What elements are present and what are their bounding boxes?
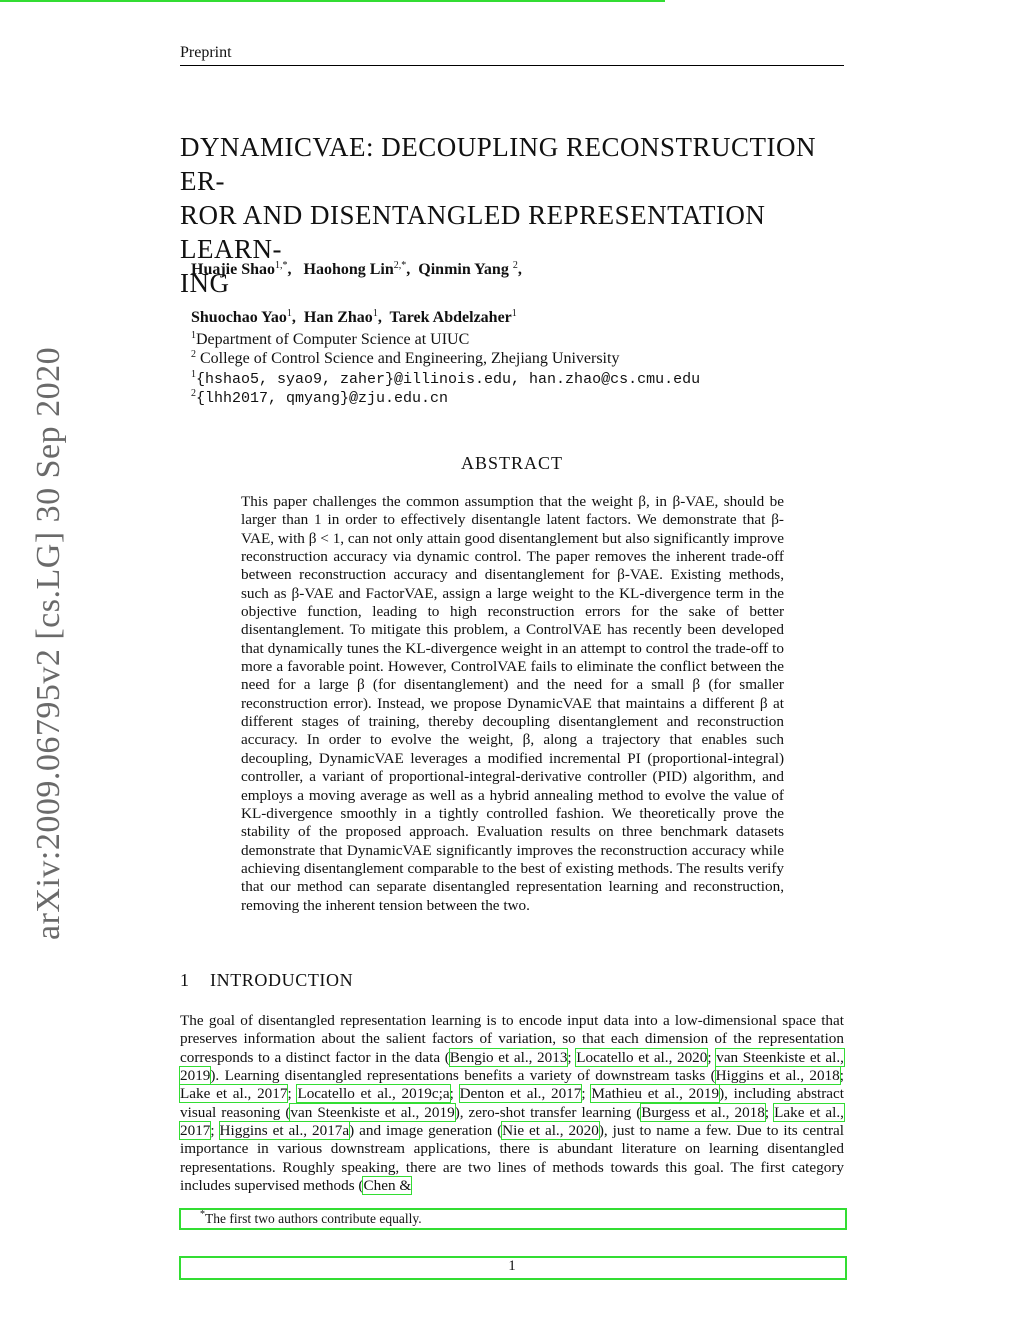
abstract-heading bbox=[0, 453, 1024, 474]
author-line-2: Shuochao Yao$^1$, Han Zhao$^1$, Tarek Abdelzaher$^1$ bbox=[191, 308, 517, 326]
author-line-1: Huajie Shao$^{1,*}$, Haohong Lin$^{2,*}$, Qinmin Yang $^2$, bbox=[191, 260, 522, 278]
citation-link[interactable]: Denton et al., 2017 bbox=[459, 1085, 582, 1103]
footnote-mark: * bbox=[200, 1209, 205, 1220]
introduction-paragraph bbox=[180, 1012, 844, 1195]
citation-link[interactable]: Lake et al., 2017 bbox=[180, 1085, 288, 1103]
citation-separator: ; bbox=[287, 1085, 298, 1103]
author-name: Shuochao Yao bbox=[191, 309, 287, 326]
author-affil-mark: 1,* bbox=[275, 260, 288, 271]
email-text[interactable]: {lhh2017, qmyang}@zju.edu.cn bbox=[196, 390, 449, 407]
citation-link[interactable]: Higgins et al., 2018 bbox=[715, 1067, 840, 1085]
citation-separator: ; bbox=[764, 1103, 775, 1121]
citation-link[interactable]: Locatello et al., 2019c;a bbox=[297, 1085, 450, 1103]
intro-text-run: ), including abstract visual reasoning ( bbox=[180, 1085, 844, 1121]
top-link-highlight bbox=[0, 0, 665, 2]
affiliation-2 bbox=[191, 346, 619, 368]
citation-separator: ; bbox=[210, 1122, 220, 1140]
intro-text-run: ). Learning disentangled representations benefits a variety of downstream tasks ( bbox=[210, 1067, 716, 1085]
intro-text-run: ), zero-shot transfer learning ( bbox=[454, 1103, 642, 1121]
intro-text-run: The goal of disentangled representation learning is to encode input data into a low-dimensional space that preserves information about the salient factors of variation, so that each dimension of the representation corresponds to a distinct factor in the data ( bbox=[180, 1012, 844, 1066]
affil-mark: 2 bbox=[191, 388, 196, 399]
abstract-body bbox=[241, 493, 784, 915]
author-affil-mark: 2,* bbox=[393, 260, 407, 271]
citation-separator: ; bbox=[707, 1048, 717, 1066]
footnote bbox=[200, 1209, 422, 1227]
citation-separator: ; bbox=[567, 1048, 577, 1066]
footnote-text: The first two authors contribute equally. bbox=[205, 1211, 422, 1226]
author-affil-mark: 1 bbox=[372, 308, 378, 319]
citation-link[interactable]: Higgins et al., 2017a bbox=[219, 1122, 350, 1140]
intro-text bbox=[180, 1012, 844, 1195]
citation-link[interactable]: Burgess et al., 2018 bbox=[641, 1103, 765, 1121]
author-name: Han Zhao bbox=[303, 309, 373, 326]
section-number: 1 bbox=[180, 970, 190, 990]
section-heading-introduction bbox=[180, 970, 353, 991]
citation-link[interactable]: van Steenkiste et al., 2019 bbox=[180, 1048, 844, 1085]
affil-text: Department of Computer Science at UIUC bbox=[196, 331, 470, 348]
author-affil-mark: 2 bbox=[512, 260, 518, 271]
arxiv-side-stamp: arXiv:2009.06795v2 [cs.LG] 30 Sep 2020 bbox=[30, 346, 67, 940]
title-line-3: ING bbox=[180, 268, 230, 298]
affil-mark: 1 bbox=[191, 369, 196, 380]
title-line-2: ROR AND DISENTANGLED REPRESENTATION LEARN- bbox=[180, 200, 766, 264]
author-name: Huajie Shao bbox=[191, 261, 276, 278]
header-rule bbox=[180, 65, 844, 66]
citation-link[interactable]: van Steenkiste et al., 2019 bbox=[290, 1103, 455, 1121]
author-name: Haohong Lin bbox=[303, 261, 394, 278]
intro-text-run: ), just to name a few. Due to its central importance in various downstream applications, there is abundant literature on learning disentangled representations. Roughly speaking, there are two lines of methods towards this goal. The first category includes supervised methods ( bbox=[180, 1122, 844, 1195]
citation-link[interactable]: Mathieu et al., 2019 bbox=[591, 1085, 720, 1103]
affil-mark: 1 bbox=[191, 330, 196, 341]
author-name: Qinmin Yang bbox=[418, 261, 509, 278]
citation-link[interactable]: Lake et al., 2017 bbox=[180, 1103, 844, 1140]
affil-text: College of Control Science and Engineering, Zhejiang University bbox=[200, 350, 620, 367]
title-line-1: DYNAMICVAE: DECOUPLING RECONSTRUCTION ER- bbox=[180, 132, 817, 196]
citation-link[interactable]: Nie et al., 2020 bbox=[502, 1122, 599, 1140]
email-line-2[interactable] bbox=[191, 385, 448, 408]
citation-link[interactable]: Locatello et al., 2020 bbox=[576, 1048, 708, 1066]
affil-mark: 2 bbox=[191, 349, 196, 360]
citation-separator: ; bbox=[581, 1085, 592, 1103]
citation-separator: ; bbox=[839, 1067, 844, 1085]
email-text[interactable]: {hshao5, syao9, zaher}@illinois.edu, han.zhao@cs.cmu.edu bbox=[196, 371, 701, 388]
abstract-paragraph: This paper challenges the common assumption that the weight β, in β-VAE, should be larger than 1 in order to effectively disentangle latent factors. We demonstrate that β-VAE, with β < 1, can not only attain good disentanglement but also significantly improve reconstruction accuracy via dynamic control. The paper removes the inherent trade-off between reconstruction accuracy and disentanglement for β-VAE. Existing methods, such as β-VAE and FactorVAE, assign a large weight to the KL-divergence term in the objective function, leading to high reconstruction errors for the sake of better disentanglement. To mitigate this problem, a ControlVAE has recently been developed that dynamically tunes the KL-divergence weight in an attempt to control the trade-off to more a favorable point. However, ControlVAE fails to eliminate the conflict between the need for a large β (for disentanglement) and the need for a small β (for smaller reconstruction error). Instead, we propose DynamicVAE that maintains a different β at different stages of training, thereby decoupling disentanglement and reconstruction accuracy. In order to evolve the weight, β, along a trajectory that enables such decoupling, DynamicVAE leverages a modified incremental PI (proportional-integral) controller, a variant of proportional-integral-derivative controller (PID) algorithm, and employs a moving average as well as a hybrid annealing method to evolve the value of KL-divergence smoothly in a tightly controlled fashion. We theoretically prove the stability of the proposed approach. Evaluation results on three benchmark datasets demonstrate that DynamicVAE significantly improves the reconstruction accuracy while achieving disentanglement comparable to the best of existing methods. The results verify that our method can separate disentangled representation learning and reconstruction, removing the inherent tension between the two. bbox=[241, 493, 784, 914]
citation-separator: ; bbox=[449, 1085, 460, 1103]
intro-text-run: ) and image generation ( bbox=[349, 1122, 503, 1140]
author-name: Tarek Abdelzaher bbox=[389, 309, 512, 326]
section-title: INTRODUCTION bbox=[210, 970, 354, 990]
running-header: Preprint bbox=[180, 44, 232, 61]
abstract-heading-text: ABSTRACT bbox=[460, 453, 564, 473]
citation-link[interactable]: Chen & bbox=[363, 1177, 412, 1195]
author-affil-mark: 1 bbox=[286, 308, 292, 319]
page-number: 1 bbox=[508, 1258, 516, 1274]
author-affil-mark: 1 bbox=[511, 308, 517, 319]
citation-link[interactable]: Bengio et al., 2013 bbox=[449, 1048, 568, 1066]
